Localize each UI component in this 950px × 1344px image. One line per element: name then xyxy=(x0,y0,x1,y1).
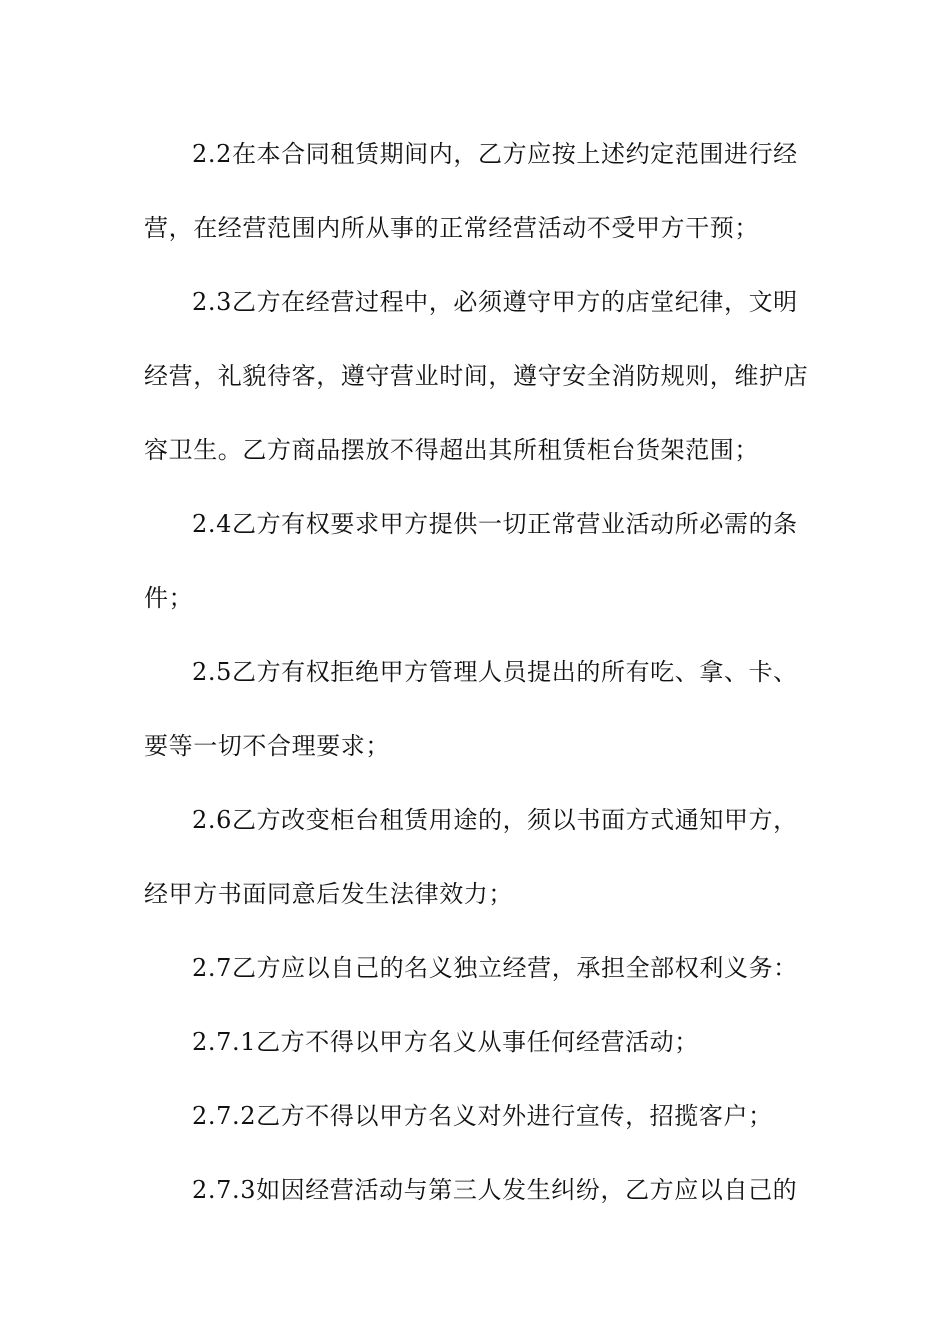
paragraph-2-3-line-1: 2.3乙方在经营过程中，必须遵守甲方的店堂纪律，文明 xyxy=(192,288,798,316)
paragraph-2-5-line-2: 要等一切不合理要求； xyxy=(144,732,390,760)
paragraph-2-7-line-1: 2.7乙方应以自己的名义独立经营，承担全部权利义务： xyxy=(192,954,798,982)
paragraph-2-5-line-1: 2.5乙方有权拒绝甲方管理人员提出的所有吃、拿、卡、 xyxy=(192,658,798,686)
paragraph-2-3-line-2: 经营，礼貌待客，遵守营业时间，遵守安全消防规则，维护店 xyxy=(144,362,809,390)
paragraph-2-6-line-1: 2.6乙方改变柜台租赁用途的，须以书面方式通知甲方， xyxy=(192,806,798,834)
paragraph-2-7-2-line-1: 2.7.2乙方不得以甲方名义对外进行宣传，招揽客户； xyxy=(192,1102,773,1130)
paragraph-2-3-line-3: 容卫生。乙方商品摆放不得超出其所租赁柜台货架范围； xyxy=(144,436,759,464)
paragraph-2-4-line-2: 件； xyxy=(144,584,194,612)
paragraph-2-7-3-line-1: 2.7.3如因经营活动与第三人发生纠纷，乙方应以自己的 xyxy=(192,1176,798,1204)
paragraph-2-2-line-1: 2.2在本合同租赁期间内，乙方应按上述约定范围进行经 xyxy=(192,140,798,168)
paragraph-2-2-line-2: 营，在经营范围内所从事的正常经营活动不受甲方干预； xyxy=(144,214,759,242)
paragraph-2-6-line-2: 经甲方书面同意后发生法律效力； xyxy=(144,880,513,908)
paragraph-2-7-1-line-1: 2.7.1乙方不得以甲方名义从事任何经营活动； xyxy=(192,1028,699,1056)
paragraph-2-4-line-1: 2.4乙方有权要求甲方提供一切正常营业活动所必需的条 xyxy=(192,510,798,538)
